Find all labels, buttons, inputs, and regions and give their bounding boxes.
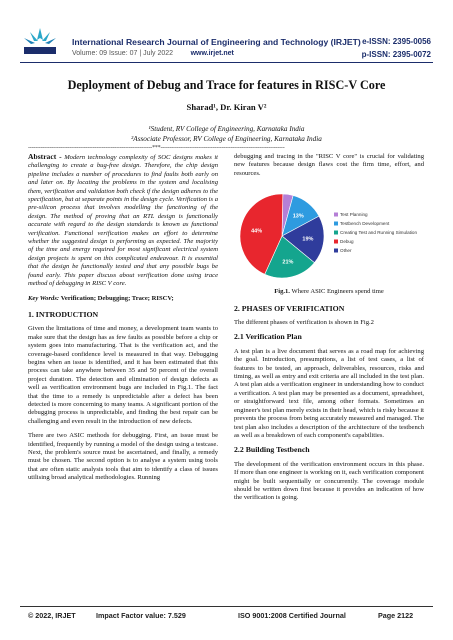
legend-label-test-planning: Test Planning: [340, 212, 368, 218]
footer-impact: Impact Factor value: 7.529: [96, 611, 186, 620]
footer-page: Page 2122: [378, 611, 414, 620]
journal-name: International Research Journal of Engineering and Technology (IRJET): [72, 37, 361, 47]
eissn: e-ISSN: 2395-0056: [362, 37, 431, 46]
footer-copyright: © 2022, IRJET: [28, 611, 76, 620]
affiliation-1: ¹Student, RV College of Engineering, Karnataka India: [148, 125, 305, 133]
affiliation-2: ²Associate Professor, RV College of Engineering, Karnataka India: [131, 135, 322, 143]
volume-issue: Volume: 09 Issue: 07 | July 2022 www.irjet.net: [72, 50, 234, 57]
right-paragraph-1: debugging and tracing in the "RISC V core" is crucial for validating new features because design flaws cost the firm time, effort, and resources.: [234, 153, 424, 177]
separator: ---------------------------------------------------------------------***---------------------------------------------------------------------: [28, 145, 285, 151]
paper-title: Deployment of Debug and Trace for features in RISC-V Core: [67, 78, 386, 92]
figure-caption-text: Where ASIC Engineers spend time: [291, 288, 384, 296]
footer-rule: [20, 606, 433, 607]
paper-authors: Sharad¹, Dr. Kiran V²: [186, 102, 267, 112]
legend-label-other: Other: [340, 248, 352, 254]
pie-chart-svg: [234, 186, 424, 286]
irjet-logo-icon: [20, 26, 60, 56]
intro-paragraph-1: Given the limitations of time and money, a development team wants to make sure that the design has as few faults as possible before a chip or system goes into manufacturing. That is the verification act, and the coverage-based confidence level is measured in that way. Debugging begins when an issue is identified, and it has been estimated that this process can take anywhere between 35 and 50 percent of the overall project duration. The detection and elimination of design defects as well as verification environment bugs are included in Fig.1. The fact that the time to a remedy is unpredictable after a defect has been detected is more concerning to many teams. A significant portion of the debugging process is unpredictable, and finding the best repair can be challenging and even result in the introduction of new defects.: [28, 325, 218, 425]
testbench-heading: 2.2 Building Testbench: [234, 445, 310, 455]
testbench-paragraph: The development of the verification environment occurs in this phase. If more than one engineer is working on it, each verification component might be built sequentially or concurrently. The coverage module should be written down first because it provides an indication of how the verification is going.: [234, 460, 424, 502]
legend-label-testbench-development: Testbench Development: [340, 221, 390, 227]
legend-swatch-debug: [334, 240, 338, 244]
intro-paragraph-2: There are two ASIC methods for debugging. First, an issue must be identified, frequently by running a model of the design using a testcase. Next, the problem's source must be ascertained, and finally, a remedy must be chosen. The second option is to analyse a system using tools that are often static analysis tools that aim to identify a class of issues utilising broad analytical methodologies. Running: [28, 432, 218, 482]
intro-heading: 1. INTRODUCTION: [28, 309, 99, 319]
abstract: [28, 153, 218, 289]
phases-heading: 2. PHASES OF VERIFICATION: [234, 303, 345, 313]
pie-chart: [234, 186, 424, 286]
legend-swatch-creating-test-and-running-simulation: [334, 231, 338, 235]
header-rule: [20, 62, 433, 63]
pie-label-debug: 44%: [251, 228, 263, 235]
plan-heading: 2.1 Verification Plan: [234, 332, 302, 342]
legend-label-debug: Debug: [340, 239, 354, 245]
keywords-label: Key Words:: [28, 294, 60, 302]
keywords-text: Verification; Debugging; Trace; RISCV;: [60, 294, 174, 302]
plan-paragraph: A test plan is a live document that serves as a road map for achieving the goal. Introduction, presumptions, a list of test cases, a list of features to be tested, an approach, deliverables, resources, risks and timing, as well as entry and exit criteria are all included in the test plan. A test plan aids a verification engineer in understanding how to conduct a verification. A test plan may be presented as a document, spreadsheet, or straightforward text file, among other formats. Sometimes an engineer's test plan merely exists in their head, which is risky because it prevents the process from being accurately measured and managed. The test plan also includes a description of the architecture of the testbench as well as a breakdown of each component's capabilities.: [234, 347, 424, 439]
legend-swatch-other: [334, 249, 338, 253]
journal-header: [0, 0, 453, 62]
legend-swatch-test-planning: [334, 213, 338, 217]
website-link[interactable]: www.irjet.net: [190, 50, 234, 57]
keywords: [28, 295, 218, 303]
pissn: p-ISSN: 2395-0072: [361, 50, 431, 59]
legend-swatch-testbench-development: [334, 222, 338, 226]
pie-label-testbench-development: 13%: [292, 213, 304, 220]
abstract-text: Modern technology complexity of SOC designs makes it challenging to create a bug-free design. Therefore, the chip design pipeline includes a number of procedures to find faults both early on and later on. By locating the problems in the system and localising them, verification and validation both check if the design adheres to the specification, but at separate points in the design cycle. Verification is a pre-silicon process that involves modelling the functioning of the design. The method of proving that an RTL design is functionally accurate with regard to the design standards is known as functional verification. Functional verification makes an effort to determine whether the suggested design is performing as expected. The majority of the time and energy required for most significant electrical system design projects is spent on this complicated endeavour. It is essential that the design be functionally tested and that any possible bugs be found early. This paper discuss about verification done using trace method of debugging in RISC V core.: [28, 154, 219, 288]
figure-caption: [234, 288, 424, 296]
abstract-label: Abstract -: [28, 152, 62, 161]
footer-iso: ISO 9001:2008 Certified Journal: [238, 611, 346, 620]
pie-label-creating-test-and-running-simulation: 21%: [282, 259, 294, 266]
phases-paragraph: The different phases of verification is shown in Fig.2: [234, 319, 374, 327]
left-column: [28, 153, 218, 489]
right-column: [234, 153, 424, 509]
pie-label-other: 19%: [302, 236, 314, 243]
figure-caption-label: Fig.1.: [274, 288, 290, 296]
legend-label-creating-test-and-running-simulation: Creating Test and Running Simulation: [340, 230, 418, 236]
